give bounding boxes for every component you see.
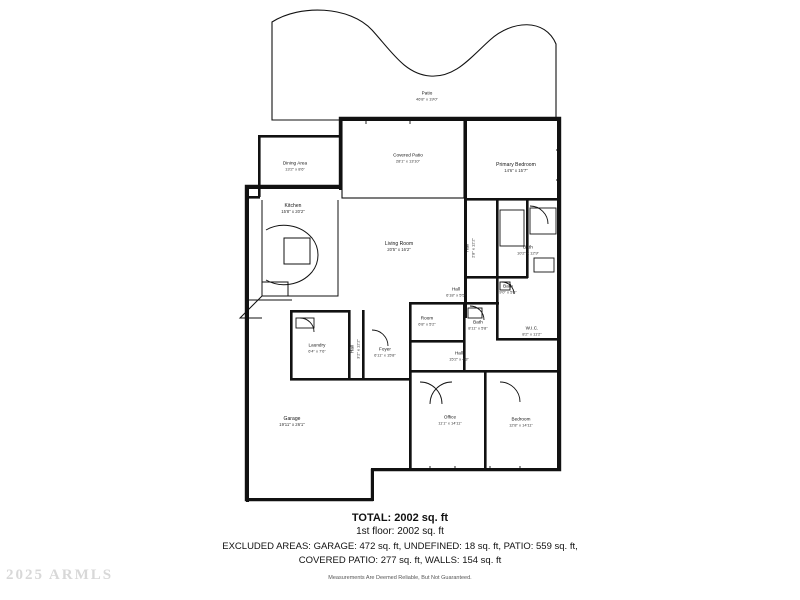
disclaimer: Measurements Are Deemed Reliable, But Not Guaranteed. <box>328 574 472 581</box>
room-dimensions: 11'1" x 14'11" <box>438 420 462 426</box>
room-name: Laundry <box>308 342 326 348</box>
room-dimensions: 6'4" x 7'6" <box>308 348 326 354</box>
room-dimensions: 2'8" x 12'2" <box>470 238 476 258</box>
room-name: Bath <box>523 244 533 250</box>
room-name: Living Room <box>384 241 414 248</box>
room-dimensions: 3'2" x 12'2" <box>355 339 361 359</box>
room-name: Hall <box>464 243 470 253</box>
room-dimensions: 20'5" x 16'2" <box>387 247 411 253</box>
room-name: Garage <box>283 416 301 423</box>
room-dimensions: 6'18" x 5'5" <box>446 292 466 298</box>
total-area: TOTAL: 2002 sq. ft <box>351 512 449 524</box>
room-name: Bath <box>473 319 483 325</box>
room-name: Kitchen <box>284 203 302 210</box>
room-name: W.I.C. <box>525 325 539 331</box>
room-dimensions: 28'1" x 13'10" <box>395 158 421 164</box>
excluded-areas-line-2: COVERED PATIO: 277 sq. ft, WALLS: 154 sq. ft <box>298 554 502 566</box>
room-name: Primary Bedroom <box>496 162 536 169</box>
room-dimensions: 12'8" x 14'11" <box>509 422 533 428</box>
excluded-areas-line-1: EXCLUDED AREAS: GARAGE: 472 sq. ft, UNDEFINED: 18 sq. ft, PATIO: 559 sq. ft, <box>222 541 578 552</box>
room-name: Hall <box>451 286 461 292</box>
room-dimensions: 8'2" x 11'2" <box>522 331 542 337</box>
room-dimensions: 13'2" x 8'6" <box>285 166 305 172</box>
room-name: Bath <box>503 283 513 289</box>
room-dimensions: 8'11" x 5'8" <box>468 325 488 331</box>
room-dimensions: 6'8" x 5'2" <box>418 321 436 327</box>
watermark: 2025 ARMLS <box>6 567 114 583</box>
room-name: Office <box>443 414 457 420</box>
room-name: Hall <box>349 344 355 354</box>
room-dimensions: 14'6" x 15'7" <box>504 168 528 174</box>
room-name: Covered Patio <box>393 152 423 158</box>
room-name: Foyer <box>378 346 391 352</box>
area-summary <box>0 512 800 581</box>
room-dimensions: 15'8" x 20'2" <box>281 209 305 215</box>
room-name: Patio <box>421 90 433 96</box>
room-dimensions: 6'11" x 15'8" <box>374 352 396 358</box>
room-dimensions: 46'8" x 19'0" <box>416 96 438 102</box>
room-dimensions: 19'11" x 26'1" <box>279 422 305 428</box>
room-name: Bedroom <box>511 416 531 422</box>
first-floor-area: 1st floor: 2002 sq. ft <box>356 526 444 537</box>
room-dimensions: 10'2" x 12'9" <box>517 250 539 256</box>
room-name: Dining Area <box>282 160 308 166</box>
room-dimensions: 15'2" x 4'3" <box>449 356 469 362</box>
room-name: Room <box>420 315 434 321</box>
room-dimensions: 9'0" x 5'3" <box>499 289 517 295</box>
room-name: Hall <box>454 350 464 356</box>
